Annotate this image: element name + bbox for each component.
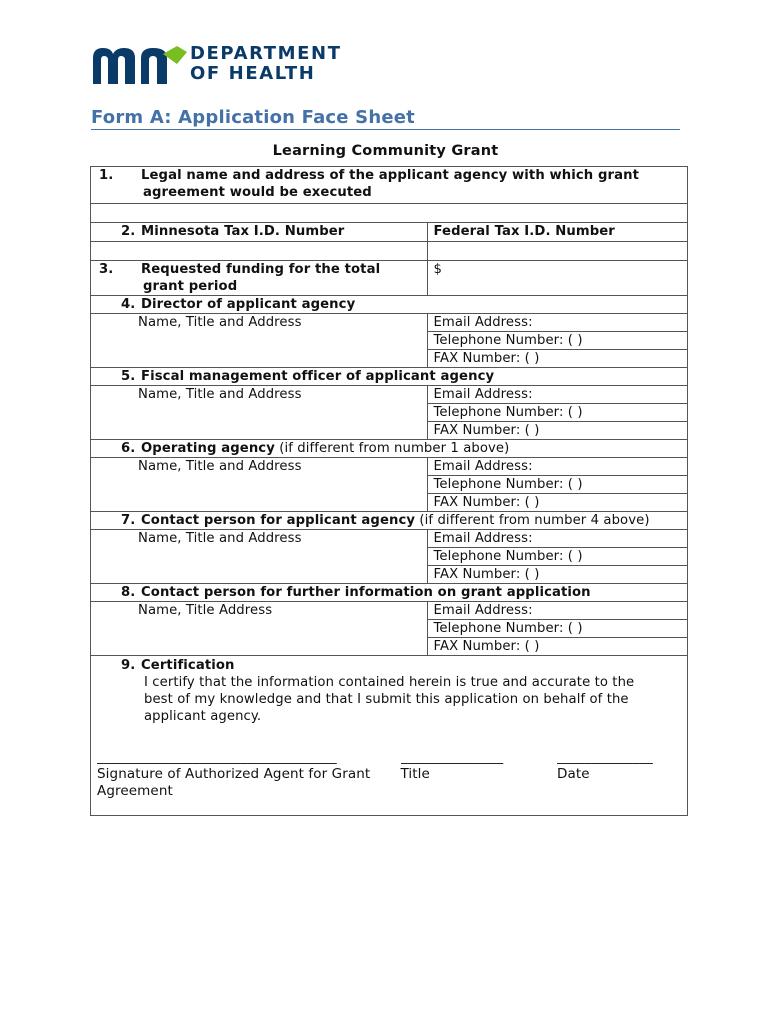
item-4-header-row — [91, 296, 688, 314]
item-8-label: Contact person for further information on grant application — [141, 585, 591, 600]
item-3-row — [91, 261, 688, 296]
signature-column — [97, 749, 382, 800]
item-6-label: Operating agency — [141, 441, 275, 456]
item-1-row — [91, 167, 688, 204]
item-4-email-field[interactable]: Email Address: — [428, 314, 688, 332]
item-7-sublabel: Name, Title and Address — [138, 531, 302, 546]
item-2-number: 2. — [121, 224, 136, 239]
item-5-label-cell — [91, 368, 688, 386]
item-1-number: 1. — [99, 168, 114, 183]
grant-title: Learning Community Grant — [272, 143, 499, 159]
item-6-sublabel: Name, Title and Address — [138, 459, 302, 474]
item-6-note: (if different from number 1 above) — [274, 441, 510, 456]
item-1-answer-field[interactable] — [91, 204, 688, 223]
item-7-label: Contact person for applicant agency — [141, 513, 416, 528]
item-7-note: (if different from number 4 above) — [415, 513, 650, 528]
item-8-name-field[interactable] — [91, 602, 428, 656]
item-2-label-cell — [91, 223, 428, 242]
item-6-fax-field[interactable]: FAX Number: ( ) — [428, 494, 688, 512]
certification-text: I certify that the information contained herein is true and accurate to the best of my knowledge and that I submit this application on behalf of the applicant agency. — [144, 675, 635, 724]
item-3-number: 3. — [99, 262, 114, 277]
item-8-number: 8. — [121, 585, 136, 600]
item-8-header-row — [91, 584, 688, 602]
date-label: Date — [557, 766, 590, 782]
signature-line[interactable]: ___________________________________ — [97, 749, 337, 765]
signature-label: Signature of Authorized Agent for Grant Agreement — [97, 766, 371, 799]
minnesota-tax-id-field[interactable] — [91, 242, 428, 261]
item-7-email-field[interactable]: Email Address: — [428, 530, 688, 548]
title-column — [401, 749, 519, 800]
item-4-sublabel: Name, Title and Address — [138, 315, 302, 330]
form-title: Form A: Application Face Sheet — [91, 107, 415, 128]
item-5-number: 5. — [121, 369, 136, 384]
title-line[interactable]: _______________ — [400, 749, 504, 765]
date-line[interactable]: ______________ — [557, 749, 653, 765]
item-6-label-cell — [91, 440, 688, 458]
item-5-email-field[interactable]: Email Address: — [428, 386, 688, 404]
item-9-label: Certification — [141, 658, 235, 673]
item-6-header-row — [91, 440, 688, 458]
item-7-phone-field[interactable]: Telephone Number: ( ) — [428, 548, 688, 566]
item-7-number: 7. — [121, 513, 136, 528]
item-6-number: 6. — [121, 441, 136, 456]
requested-funding-field[interactable]: $ — [428, 261, 688, 296]
item-9-number: 9. — [121, 658, 136, 673]
federal-tax-id-label: Federal Tax I.D. Number — [428, 223, 688, 242]
item-5-sublabel: Name, Title and Address — [138, 387, 302, 402]
title-label: Title — [400, 766, 430, 782]
item-8-fax-field[interactable]: FAX Number: ( ) — [428, 638, 688, 656]
item-1-label: Legal name and address of the applicant agency with which grant agreement would be executed — [141, 168, 640, 200]
title-underline — [91, 129, 680, 130]
item-5-name-field[interactable] — [91, 386, 428, 440]
item-4-fax-field[interactable]: FAX Number: ( ) — [428, 350, 688, 368]
certification-cell — [91, 656, 688, 816]
item-4-name-field[interactable] — [91, 314, 428, 368]
item-8-label-cell — [91, 584, 688, 602]
item-3-label-cell — [91, 261, 428, 296]
item-6-phone-field[interactable]: Telephone Number: ( ) — [428, 476, 688, 494]
item-7-fax-field[interactable]: FAX Number: ( ) — [428, 566, 688, 584]
department-line-1: DEPARTMENT — [190, 43, 342, 64]
date-column — [557, 749, 675, 800]
item-5-phone-field[interactable]: Telephone Number: ( ) — [428, 404, 688, 422]
item-3-label: Requested funding for the total grant period — [141, 262, 381, 294]
department-name — [190, 44, 342, 84]
item-7-name-field[interactable] — [91, 530, 428, 584]
item-5-label: Fiscal management officer of applicant agency — [141, 369, 495, 384]
federal-tax-id-field[interactable] — [428, 242, 688, 261]
logo-m-shape — [93, 48, 135, 84]
item-2-row — [91, 223, 688, 242]
item-5-fax-field[interactable]: FAX Number: ( ) — [428, 422, 688, 440]
item-1-label-cell — [91, 167, 688, 204]
item-5-header-row — [91, 368, 688, 386]
item-6-name-field[interactable] — [91, 458, 428, 512]
item-9-row — [91, 656, 688, 816]
logo-n-shape — [141, 48, 167, 84]
item-4-label: Director of applicant agency — [141, 297, 356, 312]
department-line-2: OF HEALTH — [190, 63, 316, 84]
item-6-email-field[interactable]: Email Address: — [428, 458, 688, 476]
item-8-phone-field[interactable]: Telephone Number: ( ) — [428, 620, 688, 638]
item-8-email-field[interactable]: Email Address: — [428, 602, 688, 620]
item-8-sublabel: Name, Title Address — [138, 603, 273, 618]
item-2-label: Minnesota Tax I.D. Number — [141, 224, 345, 239]
item-7-label-cell — [91, 512, 688, 530]
item-4-phone-field[interactable]: Telephone Number: ( ) — [428, 332, 688, 350]
logo-text: mn — [91, 44, 93, 45]
item-7-header-row — [91, 512, 688, 530]
item-4-number: 4. — [121, 297, 136, 312]
application-form-table — [90, 166, 688, 816]
signature-block — [97, 749, 675, 800]
item-4-label-cell — [91, 296, 688, 314]
